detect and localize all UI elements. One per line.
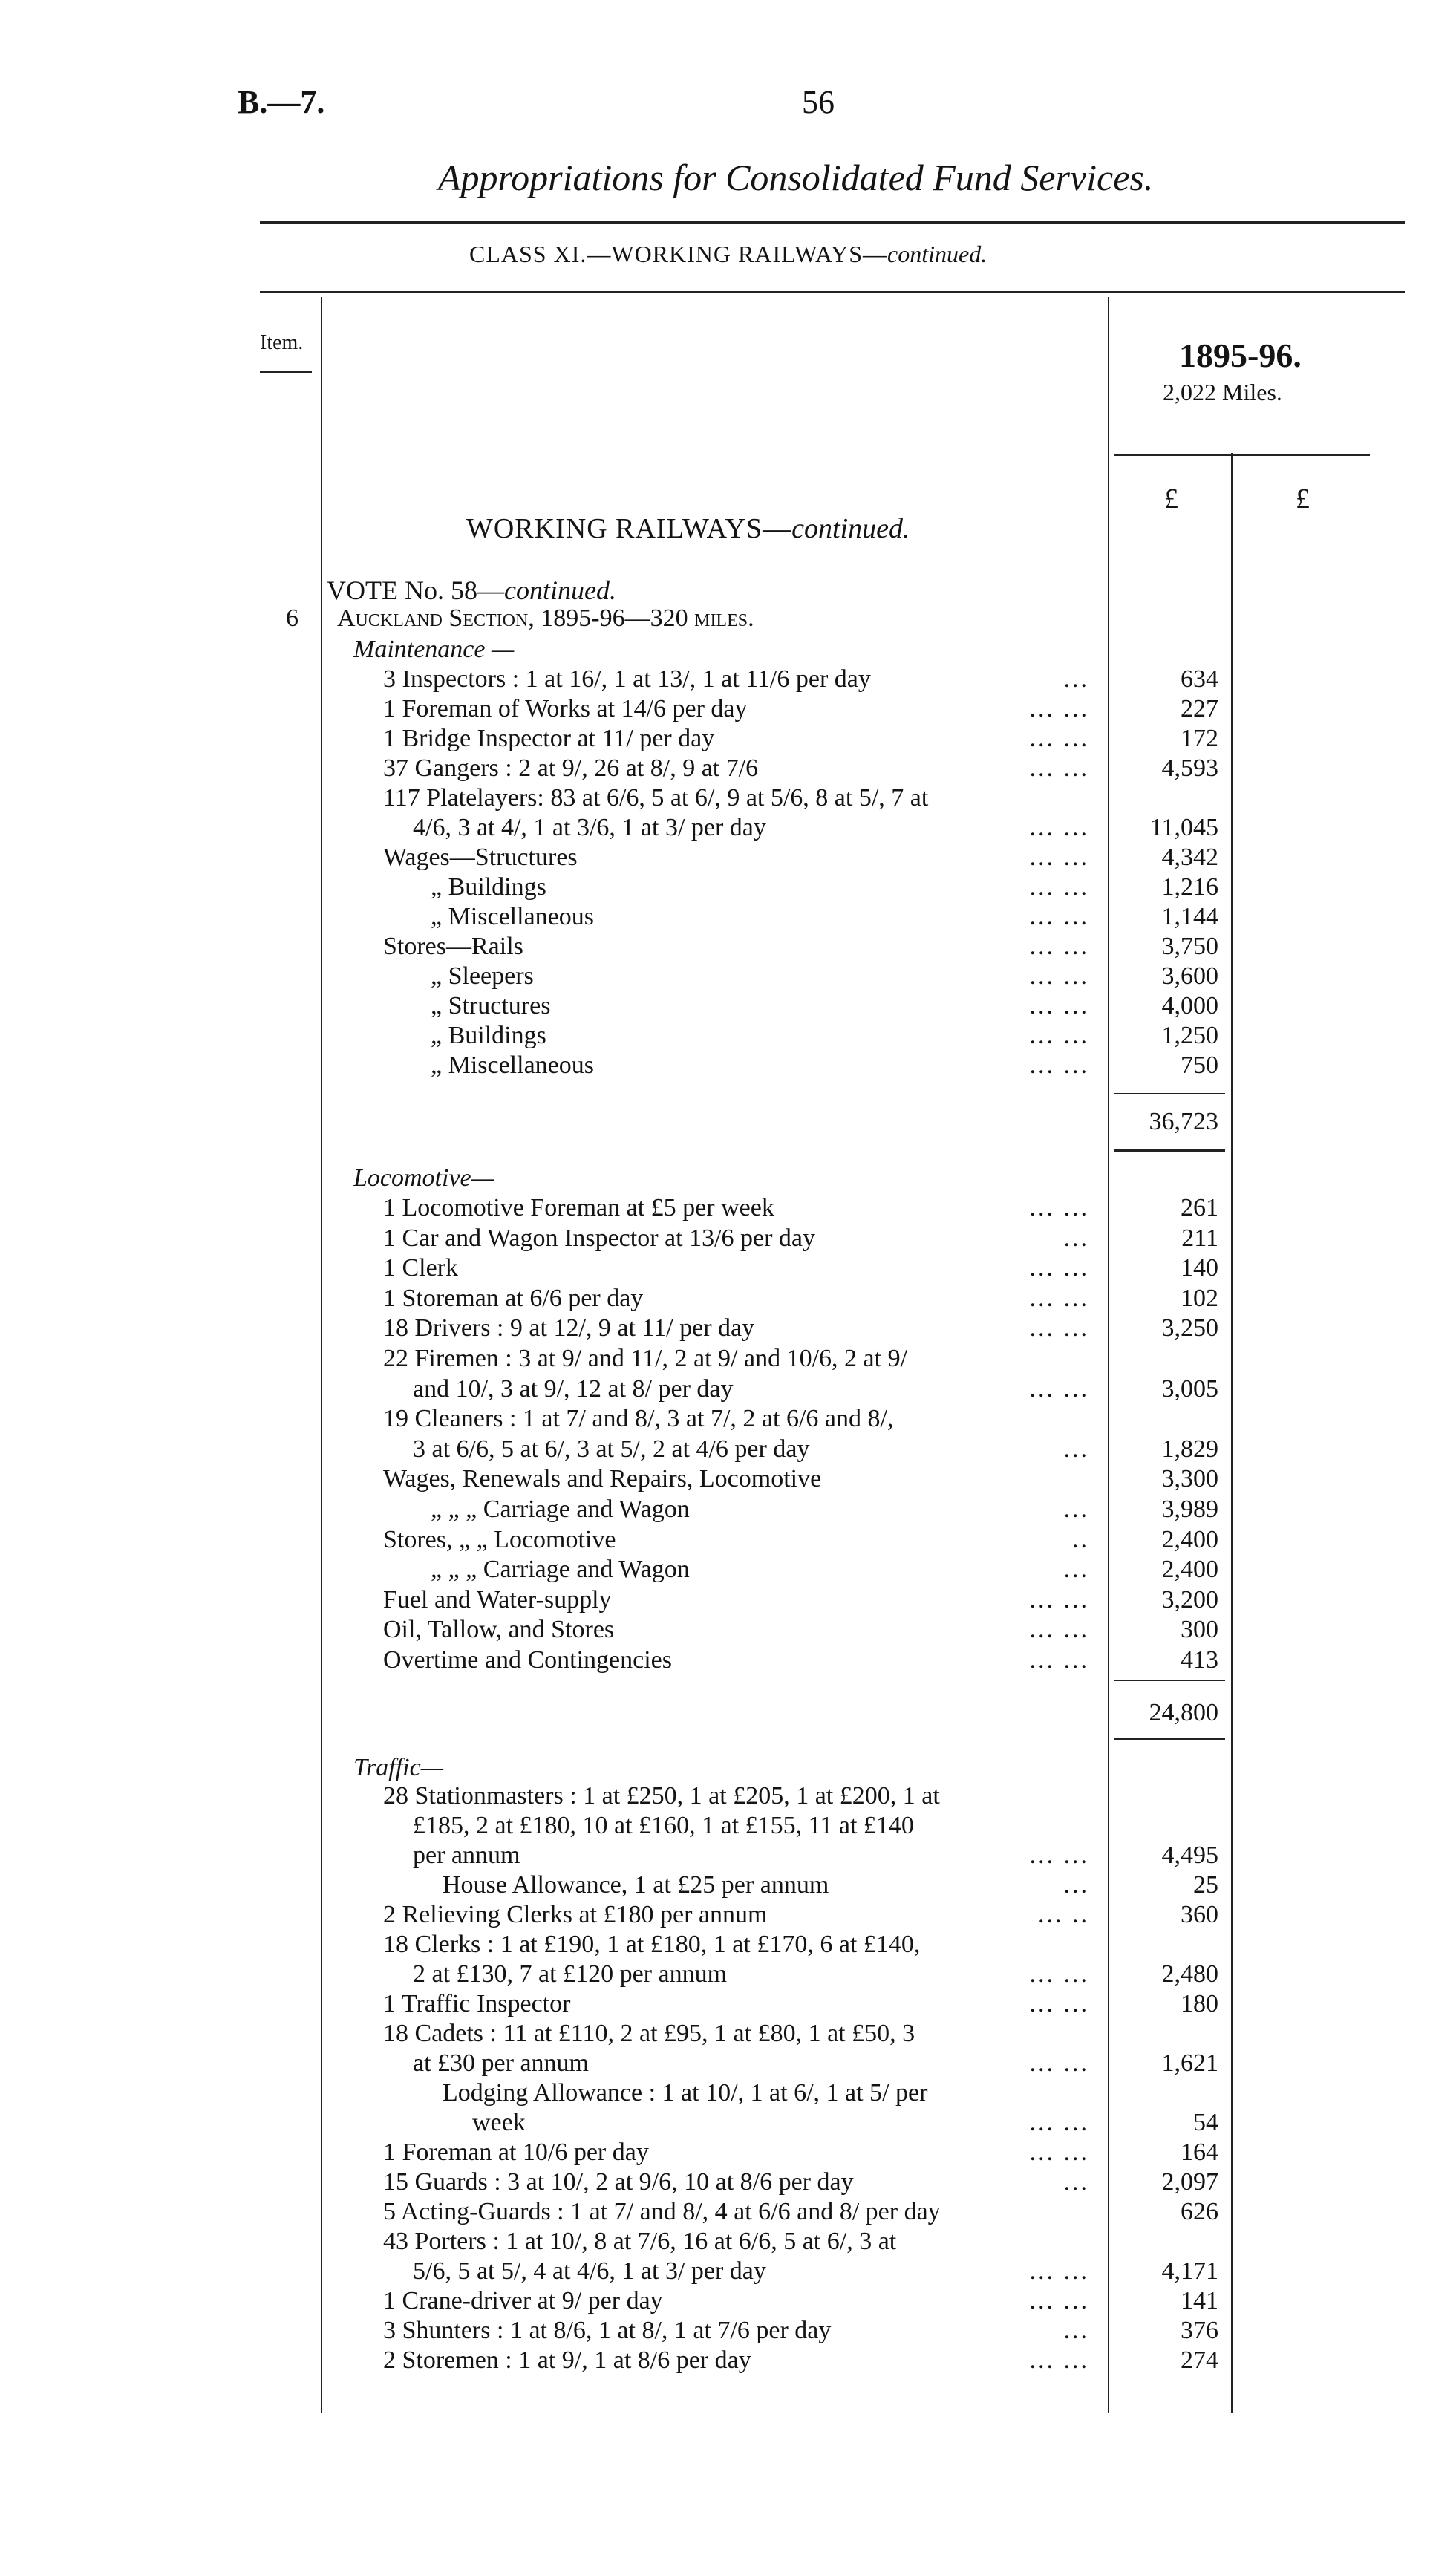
row-description: 1 Foreman of Works at 14/6 per day	[383, 695, 748, 722]
row-amount: 211	[1181, 1224, 1218, 1252]
row-amount: 227	[1181, 695, 1218, 722]
row-description: £185, 2 at £180, 10 at £160, 1 at £155, 11 at £140	[413, 1812, 914, 1839]
row-description: „ „ „ Carriage and Wagon	[431, 1556, 690, 1584]
row-leader-dots: ... ...	[1029, 2138, 1089, 2166]
row-amount: 1,144	[1161, 903, 1218, 930]
row-amount: 3,250	[1161, 1314, 1218, 1343]
row-amount: 180	[1181, 1990, 1218, 2017]
row-leader-dots: ... ...	[1029, 1284, 1089, 1312]
row-amount: 172	[1181, 725, 1218, 752]
table-row	[0, 1405, 1456, 1435]
row-description: 2 Relieving Clerks at £180 per annum	[383, 1901, 768, 1928]
table-row	[0, 2287, 1456, 2317]
row-description: 117 Platelayers: 83 at 6/6, 5 at 6/, 9 at 5/6, 8 at 5/, 7 at	[383, 784, 929, 812]
row-description: 2 at £130, 7 at £120 per annum	[413, 1960, 728, 1988]
table-row	[0, 2168, 1456, 2198]
row-description: Oil, Tallow, and Stores	[383, 1616, 615, 1644]
row-amount: 2,400	[1161, 1556, 1218, 1584]
row-description: „ Sleepers	[431, 962, 534, 990]
row-leader-dots: ... ...	[1029, 1254, 1089, 1282]
table-row	[0, 1526, 1456, 1556]
row-leader-dots: ... ...	[1029, 2049, 1089, 2077]
row-leader-dots: ... ...	[1029, 1841, 1089, 1869]
row-description: 37 Gangers : 2 at 9/, 26 at 8/, 9 at 7/6	[383, 754, 759, 782]
row-amount: 140	[1181, 1254, 1218, 1282]
table-row	[0, 1586, 1456, 1616]
row-description: „ „ „ Carriage and Wagon	[431, 1495, 690, 1523]
table-top-rule	[260, 291, 1405, 293]
row-leader-dots: ... ...	[1029, 2109, 1089, 2136]
row-amount: 300	[1181, 1616, 1218, 1644]
row-description: week	[472, 2109, 526, 2136]
row-description: 1 Traffic Inspector	[383, 1990, 571, 2017]
row-leader-dots: ... ...	[1029, 903, 1089, 930]
year-header: 1895-96.	[1179, 336, 1302, 374]
row-amount: 413	[1181, 1646, 1218, 1674]
traffic-heading: Traffic—	[353, 1754, 443, 1781]
row-description: 3 Shunters : 1 at 8/6, 1 at 8/, 1 at 7/6 per day	[383, 2317, 832, 2344]
vote-cont: continued.	[503, 575, 616, 605]
row-leader-dots: ..	[1072, 1525, 1089, 1553]
row-leader-dots: ...	[1063, 665, 1089, 693]
locomotive-total-rule	[1114, 1738, 1225, 1740]
table-row	[0, 1345, 1456, 1374]
item-column-header: Item.	[260, 331, 304, 354]
table-row	[0, 1435, 1456, 1465]
row-description: 43 Porters : 1 at 10/, 8 at 7/6, 16 at 6/6, 5 at 6/, 3 at	[383, 2228, 897, 2255]
row-leader-dots: ...	[1063, 1495, 1089, 1523]
table-row	[0, 1931, 1456, 1960]
section-label: Auckland Section, 1895-96—320 miles.	[337, 604, 754, 632]
table-row	[0, 814, 1456, 844]
row-amount: 376	[1181, 2317, 1218, 2344]
section-title	[466, 512, 910, 545]
vote-line	[327, 575, 616, 606]
table-row	[0, 1285, 1456, 1314]
row-amount: 2,097	[1161, 2168, 1218, 2196]
row-amount: 54	[1193, 2109, 1218, 2136]
row-description: 18 Clerks : 1 at £190, 1 at £180, 1 at £170, 6 at £140,	[383, 1931, 921, 1958]
row-leader-dots: ...	[1063, 1435, 1089, 1463]
row-description: House Allowance, 1 at £25 per annum	[443, 1871, 829, 1899]
row-leader-dots: ... ...	[1029, 754, 1089, 782]
page-number: 56	[802, 84, 835, 120]
row-description: 5 Acting-Guards : 1 at 7/ and 8/, 4 at 6/6 and 8/ per day	[383, 2198, 941, 2225]
locomotive-heading: Locomotive—	[353, 1164, 494, 1192]
table-row	[0, 2020, 1456, 2049]
row-amount: 4,342	[1161, 844, 1218, 871]
row-description: 28 Stationmasters : 1 at £250, 1 at £205, 1 at £200, 1 at	[383, 1782, 940, 1810]
table-row	[0, 784, 1456, 814]
row-description: 19 Cleaners : 1 at 7/ and 8/, 3 at 7/, 2 at 6/6 and 8/,	[383, 1405, 894, 1433]
row-description: 18 Drivers : 9 at 12/, 9 at 11/ per day	[383, 1314, 755, 1343]
row-description: Overtime and Contingencies	[383, 1646, 673, 1674]
table-row	[0, 1616, 1456, 1645]
row-amount: 360	[1181, 1901, 1218, 1928]
row-amount: 634	[1181, 665, 1218, 693]
row-description: Stores, „ „ Locomotive	[383, 1525, 616, 1553]
row-leader-dots: ... ...	[1029, 1314, 1089, 1343]
row-leader-dots: ... ...	[1029, 962, 1089, 990]
row-description: Stores—Rails	[383, 933, 523, 960]
row-leader-dots: ... ...	[1029, 873, 1089, 901]
row-description: „ Buildings	[431, 873, 546, 901]
row-leader-dots: ... ...	[1029, 2287, 1089, 2314]
table-row	[0, 2079, 1456, 2109]
row-leader-dots: ... ...	[1029, 1616, 1089, 1644]
class-line-cont: continued.	[887, 241, 987, 267]
maintenance-heading: Maintenance —	[353, 636, 515, 663]
page-title: Appropriations for Consolidated Fund Services.	[438, 157, 1154, 198]
table-row	[0, 1812, 1456, 1841]
locomotive-subtotal-rule	[1114, 1680, 1225, 1681]
row-amount: 1,829	[1161, 1435, 1218, 1463]
row-description: 18 Cadets : 11 at £110, 2 at £95, 1 at £80, 1 at £50, 3	[383, 2020, 915, 2047]
row-description: at £30 per annum	[413, 2049, 589, 2077]
row-amount: 102	[1181, 1284, 1218, 1312]
row-leader-dots: ... ...	[1029, 1960, 1089, 1988]
row-description: 1 Clerk	[383, 1254, 459, 1282]
item-underline	[260, 371, 312, 373]
table-row	[0, 1375, 1456, 1405]
row-leader-dots: ... ...	[1029, 1990, 1089, 2017]
maintenance-total: 36,723	[1149, 1108, 1218, 1135]
table-row	[0, 1901, 1456, 1931]
row-amount: 2,400	[1161, 1525, 1218, 1553]
row-leader-dots: ...	[1063, 2317, 1089, 2344]
row-description: 2 Storemen : 1 at 9/, 1 at 8/6 per day	[383, 2346, 751, 2374]
table-row	[0, 1990, 1456, 2020]
table-row	[0, 844, 1456, 873]
row-amount: 3,300	[1161, 1465, 1218, 1493]
row-description: 1 Car and Wagon Inspector at 13/6 per day	[383, 1224, 816, 1252]
row-description: 1 Storeman at 6/6 per day	[383, 1284, 644, 1312]
table-row	[0, 903, 1456, 933]
item-number: 6	[286, 604, 298, 632]
table-row	[0, 2109, 1456, 2138]
row-amount: 1,250	[1161, 1022, 1218, 1049]
table-row	[0, 695, 1456, 725]
table-row	[0, 2049, 1456, 2079]
table-row	[0, 2257, 1456, 2287]
row-amount: 1,621	[1161, 2049, 1218, 2077]
class-line	[469, 241, 987, 268]
table-row	[0, 1051, 1456, 1081]
row-leader-dots: ... ...	[1029, 933, 1089, 960]
row-description: 1 Bridge Inspector at 11/ per day	[383, 725, 715, 752]
row-leader-dots: ... ...	[1029, 695, 1089, 722]
row-leader-dots: ... ...	[1029, 1194, 1089, 1221]
table-row	[0, 933, 1456, 962]
row-amount: 4,000	[1161, 992, 1218, 1019]
section-title-cont: continued.	[791, 513, 910, 544]
row-amount: 11,045	[1149, 814, 1218, 841]
row-leader-dots: ...	[1063, 1224, 1089, 1252]
table-row	[0, 2138, 1456, 2168]
row-leader-dots: ... ...	[1029, 725, 1089, 752]
class-line-text: CLASS XI.—WORKING RAILWAYS—	[469, 241, 888, 267]
row-amount: 3,989	[1161, 1495, 1218, 1523]
table-row	[0, 1224, 1456, 1254]
row-description: 22 Firemen : 3 at 9/ and 11/, 2 at 9/ and 10/6, 2 at 9/	[383, 1345, 908, 1372]
table-row	[0, 1495, 1456, 1525]
row-description: Wages, Renewals and Repairs, Locomotive	[383, 1465, 822, 1493]
row-description: per annum	[413, 1841, 520, 1869]
row-description: 1 Locomotive Foreman at £5 per week	[383, 1194, 774, 1221]
row-leader-dots: ...	[1063, 2168, 1089, 2196]
row-amount: 4,593	[1161, 754, 1218, 782]
row-description: 3 at 6/6, 5 at 6/, 3 at 5/, 2 at 4/6 per day	[413, 1435, 810, 1463]
table-row	[0, 992, 1456, 1022]
row-amount: 3,200	[1161, 1585, 1218, 1614]
row-leader-dots: ... ...	[1029, 992, 1089, 1019]
table-row	[0, 1841, 1456, 1871]
table-row	[0, 1465, 1456, 1495]
row-leader-dots: ... ..	[1038, 1901, 1089, 1928]
row-leader-dots: ... ...	[1029, 1374, 1089, 1403]
vote-label: VOTE No. 58—	[327, 575, 504, 605]
row-leader-dots: ... ...	[1029, 2257, 1089, 2285]
row-leader-dots: ...	[1063, 1556, 1089, 1584]
table-row	[0, 1194, 1456, 1224]
row-description: „ Structures	[431, 992, 551, 1019]
row-leader-dots: ... ...	[1029, 1646, 1089, 1674]
row-amount: 3,600	[1161, 962, 1218, 990]
table-row	[0, 873, 1456, 903]
table-row	[0, 2317, 1456, 2346]
table-row	[0, 962, 1456, 992]
table-row	[0, 1556, 1456, 1585]
table-row	[0, 2228, 1456, 2257]
row-leader-dots: ... ...	[1029, 844, 1089, 871]
table-row	[0, 1254, 1456, 1284]
row-description: and 10/, 3 at 9/, 12 at 8/ per day	[413, 1374, 734, 1403]
row-amount: 25	[1193, 1871, 1218, 1899]
year-underline	[1114, 454, 1370, 456]
table-row	[0, 1782, 1456, 1812]
row-leader-dots: ... ...	[1029, 814, 1089, 841]
row-description: 1 Foreman at 10/6 per day	[383, 2138, 649, 2166]
table-row	[0, 2198, 1456, 2228]
table-row	[0, 1022, 1456, 1051]
miles-header: 2,022 Miles.	[1163, 379, 1282, 405]
row-amount: 4,495	[1161, 1841, 1218, 1869]
row-leader-dots: ... ...	[1029, 1051, 1089, 1079]
row-amount: 3,005	[1161, 1374, 1218, 1403]
locomotive-total: 24,800	[1149, 1699, 1218, 1726]
row-amount: 2,480	[1161, 1960, 1218, 1988]
row-leader-dots: ... ...	[1029, 1022, 1089, 1049]
maintenance-total-rule	[1114, 1149, 1225, 1152]
table-row	[0, 665, 1456, 695]
row-leader-dots: ...	[1063, 1871, 1089, 1899]
row-leader-dots: ... ...	[1029, 1585, 1089, 1614]
section-title-text: WORKING RAILWAYS—	[466, 513, 792, 544]
table-row	[0, 1871, 1456, 1901]
row-description: Wages—Structures	[383, 844, 578, 871]
table-row	[0, 1960, 1456, 1990]
document-ref: B.—7.	[238, 84, 325, 120]
row-amount: 750	[1181, 1051, 1218, 1079]
row-amount: 626	[1181, 2198, 1218, 2225]
row-description: Lodging Allowance : 1 at 10/, 1 at 6/, 1 at 5/ per	[443, 2079, 928, 2107]
row-description: „ Buildings	[431, 1022, 546, 1049]
row-amount: 261	[1181, 1194, 1218, 1221]
maintenance-subtotal-rule	[1114, 1093, 1225, 1094]
row-amount: 274	[1181, 2346, 1218, 2374]
row-amount: 3,750	[1161, 933, 1218, 960]
row-description: 4/6, 3 at 4/, 1 at 3/6, 1 at 3/ per day	[413, 814, 766, 841]
row-amount: 141	[1181, 2287, 1218, 2314]
table-row	[0, 2346, 1456, 2376]
table-row	[0, 725, 1456, 754]
row-description: 3 Inspectors : 1 at 16/, 1 at 13/, 1 at 11/6 per day	[383, 665, 871, 693]
row-description: 5/6, 5 at 5/, 4 at 4/6, 1 at 3/ per day	[413, 2257, 766, 2285]
title-rule	[260, 221, 1405, 224]
currency-symbol-2: £	[1296, 483, 1310, 515]
row-description: „ Miscellaneous	[431, 903, 594, 930]
row-leader-dots: ... ...	[1029, 2346, 1089, 2374]
row-amount: 4,171	[1161, 2257, 1218, 2285]
table-row	[0, 1646, 1456, 1676]
row-amount: 164	[1181, 2138, 1218, 2166]
row-description: 15 Guards : 3 at 10/, 2 at 9/6, 10 at 8/6 per day	[383, 2168, 854, 2196]
row-description: Fuel and Water-supply	[383, 1585, 612, 1614]
row-description: „ Miscellaneous	[431, 1051, 594, 1079]
row-amount: 1,216	[1161, 873, 1218, 901]
table-row	[0, 1314, 1456, 1344]
row-description: 1 Crane-driver at 9/ per day	[383, 2287, 663, 2314]
table-row	[0, 754, 1456, 784]
currency-symbol-1: £	[1164, 483, 1178, 515]
